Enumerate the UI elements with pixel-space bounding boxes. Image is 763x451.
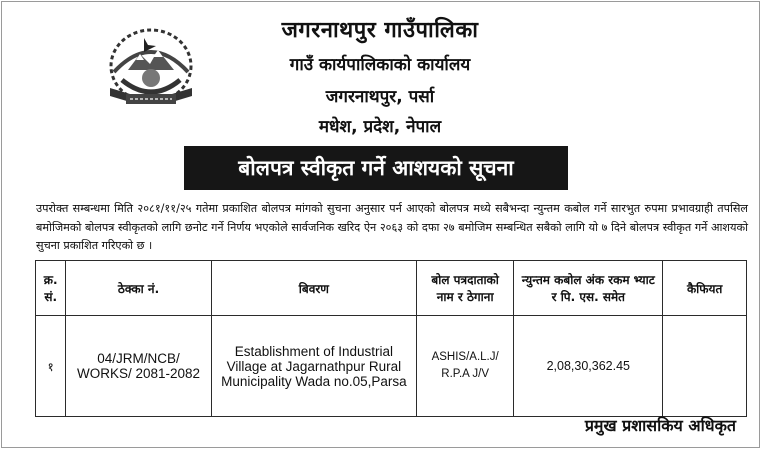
cell-remarks [663, 316, 747, 417]
header-description: बिवरण [211, 261, 416, 316]
table-row [36, 316, 747, 417]
province-line: मधेश, प्रदेश, नेपाल [318, 117, 442, 137]
cell-amount: 2,08,30,362.45 [514, 316, 663, 417]
signatory-title: प्रमुख प्रशासकिय अधिकृत [584, 416, 736, 435]
notice-body: उपरोक्त सम्बन्धमा मिति २०८१/११/२५ गतेमा प्रकाशित बोलपत्र मांगको सुचना अनुसार पर्न आएको बोलपत्र मध्ये सबैभन्दा न्युन्तम कबोल गर्ने सारभुत रुपमा प्रभावग्राही तपसिल बमोजिमको बोलपत्र स्वीकृतको लागि छनोट गर्ने निर्णय भएकोले सार्वजनिक खरिद ऐन २०६३ को दफा २७ बमोजिम सम्बन्धित सबैको लागि यो ७ दिने बोलपत्र स्वीकृत गर्ने आशयको सुचना प्रकाशित गरिएको छ । [36, 202, 748, 252]
notice-title: बोलपत्र स्वीकृत गर्ने आशयको सूचना [184, 146, 568, 190]
cell-sn: १ [36, 316, 66, 417]
municipality-name: जगरनाथपुर गाउँपालिका [281, 18, 479, 43]
office-location: जगरनाथपुर, पर्सा [325, 87, 435, 107]
table-header-row [36, 261, 747, 316]
nepal-government-emblem-icon [100, 22, 202, 114]
cell-description: Establishment of Industrial Village at Jagarnathpur Rural Municipality Wada no.05,Parsa [211, 316, 416, 417]
header-bidder: बोल पत्रदाताको नाम र ठेगाना [417, 261, 514, 316]
bid-table [35, 260, 747, 417]
header-contract-no: ठेक्का नं. [66, 261, 211, 316]
office-name: गाउँ कार्यपालिकाको कार्यालय [289, 55, 471, 75]
header-amount: न्युन्तम कबोल अंक रकम भ्याट र पि. एस. समेत [514, 261, 663, 316]
cell-contract-no: 04/JRM/NCB/ WORKS/ 2081-2082 [66, 316, 211, 417]
header-remarks: कैफियत [663, 261, 747, 316]
cell-bidder: ASHIS/A.L.J/ R.P.A J/V [417, 316, 514, 417]
header-sn: क्र. सं. [36, 261, 66, 316]
